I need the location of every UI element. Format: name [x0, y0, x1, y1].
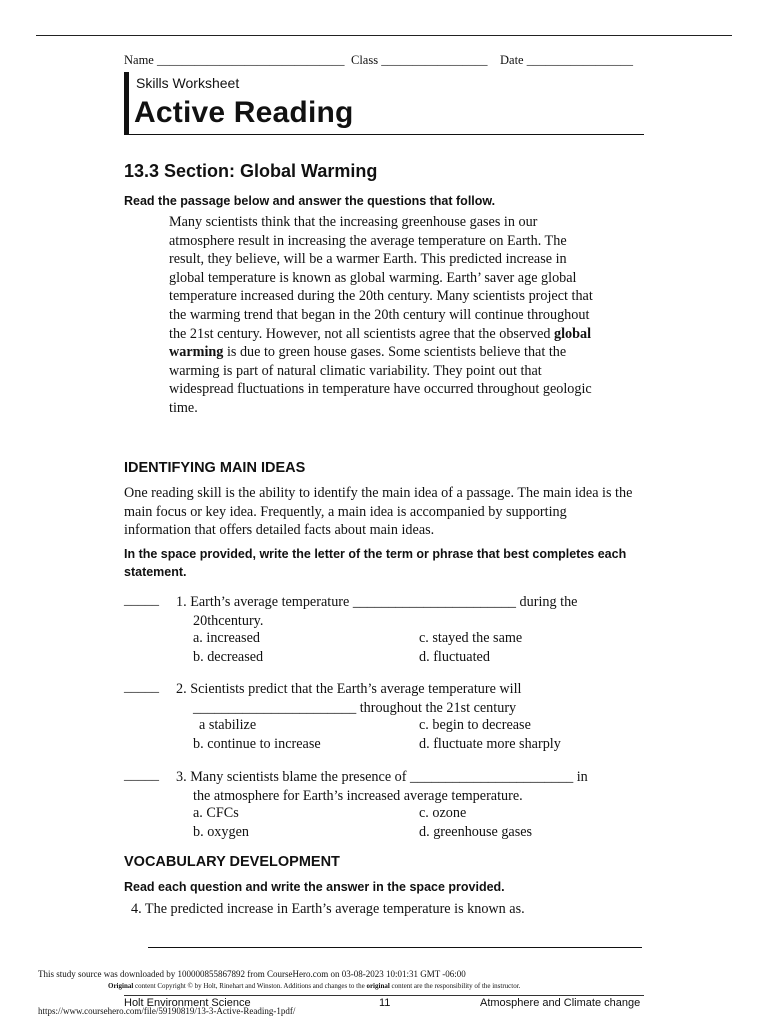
q1-option-b: b. decreased	[193, 649, 264, 665]
answer-line-q4[interactable]	[148, 947, 642, 948]
q1-option-a: a. increased	[193, 630, 260, 646]
section-title: 13.3 Section: Global Warming	[124, 161, 378, 181]
title-band-bar	[124, 72, 129, 134]
question-1-line2: 20thcentury.	[193, 612, 264, 629]
q3-option-a: a. CFCs	[193, 805, 239, 821]
date-field	[500, 53, 633, 68]
question-1	[176, 593, 626, 630]
main-ideas-instruction: In the space provided, write the letter of the term or phrase that best completes each statement.	[124, 547, 627, 579]
copyright-note	[108, 982, 520, 990]
question-2-line1: 2. Scientists predict that the Earth’s average temperature will	[176, 681, 522, 697]
date-blank: _________________	[526, 53, 633, 67]
question-3-line1: 3. Many scientists blame the presence of _______________________ in	[176, 769, 588, 785]
top-rule	[36, 35, 732, 36]
class-field	[351, 53, 487, 68]
passage-term-bold: global warming	[169, 325, 592, 361]
copyright-text-2: content are the responsibility of the instructor.	[389, 982, 521, 990]
footer-page-number: 11	[379, 997, 391, 1009]
q2-option-a: a stabilize	[199, 717, 257, 733]
name-blank: ______________________________	[156, 53, 345, 67]
study-source-note: This study source was downloaded by 100000855867892 from CourseHero.com on 03-08-2023 10:01:31 GMT -06:00	[38, 969, 466, 979]
question-2-line2: _______________________ throughout the 21st century	[193, 699, 517, 716]
footer-rule	[124, 995, 644, 996]
footer-chapter-title: Atmosphere and Climate change	[480, 997, 641, 1009]
main-ideas-heading: IDENTIFYING MAIN IDEAS	[124, 460, 306, 476]
passage-instruction: Read the passage below and answer the questions that follow.	[124, 194, 496, 208]
q2-option-c: c. begin to decrease	[419, 717, 531, 733]
name-field	[124, 53, 344, 68]
answer-blank-q3[interactable]: _____	[124, 768, 159, 783]
class-blank: _________________	[381, 53, 488, 67]
footer-book-title: Holt Environment Science	[124, 997, 251, 1009]
copyright-original-2: original	[366, 982, 390, 990]
class-label: Class	[351, 53, 379, 67]
vocabulary-heading: VOCABULARY DEVELOPMENT	[124, 854, 340, 870]
date-label: Date	[500, 53, 524, 67]
passage-text-after: is due to green house gases. Some scientists believe that the warming is part of natural climatic variability. They point out that widespread fluctuations in temperature have occurred throughout geologic time.	[169, 344, 592, 416]
page-title: Active Reading	[134, 96, 354, 129]
q3-option-d: d. greenhouse gases	[419, 824, 533, 840]
main-ideas-paragraph: One reading skill is the ability to identify the main idea of a passage. The main idea is the main focus or key idea. Frequently, a main idea is accompanied by supporting information that offers detailed facts about main ideas.	[124, 485, 633, 539]
name-label: Name	[124, 53, 154, 67]
passage-text-before: Many scientists think that the increasing greenhouse gases in our atmosphere result in increasing the average temperature on Earth. The result, they believe, will be a warmer Earth. This predicted increase in global temperature is known as global warming. Earth’ saver age global temperature increased during the 20th century. Many scientists project that the warming trend that began in the 20th century will continue throughout the 21st century. However, not all scientists agree that the observed	[169, 214, 593, 342]
q3-option-b: b. oxygen	[193, 824, 249, 840]
question-4: 4. The predicted increase in Earth’s average temperature is known as.	[131, 901, 525, 917]
copyright-text-1: content Copyright © by Holt, Rinehart and Winston. Additions and changes to the	[133, 982, 367, 990]
question-3-line2: the atmosphere for Earth’s increased average temperature.	[193, 787, 523, 804]
answer-blank-q1[interactable]: _____	[124, 593, 159, 608]
title-band-rule	[124, 134, 644, 135]
worksheet-type: Skills Worksheet	[136, 75, 240, 91]
q2-option-b: b. continue to increase	[193, 736, 321, 752]
question-3	[176, 768, 626, 805]
question-1-line1: 1. Earth’s average temperature _______________________ during the	[176, 594, 578, 610]
q2-option-d: d. fluctuate more sharply	[419, 736, 561, 752]
q3-option-c: c. ozone	[419, 805, 467, 821]
copyright-original-1: Original	[108, 982, 134, 990]
vocabulary-instruction: Read each question and write the answer in the space provided.	[124, 880, 505, 894]
question-2	[176, 680, 626, 717]
answer-blank-q2[interactable]: _____	[124, 680, 159, 695]
q1-option-d: d. fluctuated	[419, 649, 490, 665]
q1-option-c: c. stayed the same	[419, 630, 523, 646]
reading-passage	[169, 213, 599, 418]
source-url-link[interactable]: https://www.coursehero.com/file/59190819/13-3-Active-Reading-1pdf/	[38, 1006, 296, 1016]
